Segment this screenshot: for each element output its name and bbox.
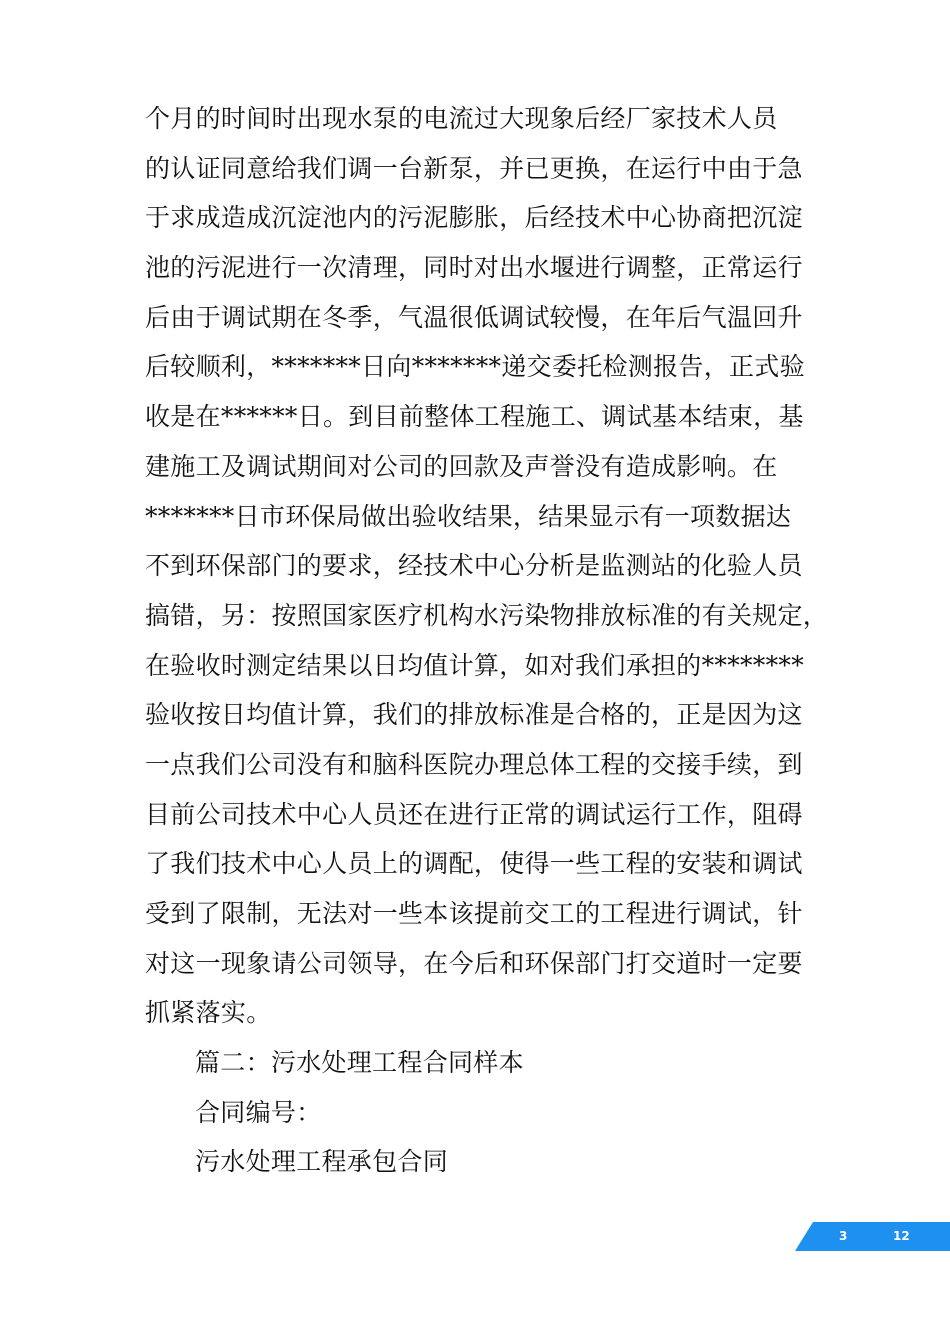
- paragraph-line-10: 不到环保部门的要求，经技术中心分析是监测站的化验人员: [145, 551, 803, 581]
- paragraph-line-19: 抓紧落实。: [145, 998, 272, 1028]
- page-badge-shape: [795, 1222, 950, 1251]
- paragraph-line-18: 对这一现象请公司领导，在今后和环保部门打交道时一定要: [145, 948, 803, 978]
- paragraph-line-2: 的认证同意给我们调一台新泵，并已更换，在运行中由于急: [145, 153, 803, 183]
- paragraph-line-5: 后由于调试期在冬季，气温很低调试较慢，在年后气温回升: [145, 302, 803, 332]
- paragraph-line-4: 池的污泥进行一次清理，同时对出水堰进行调整，正常运行: [145, 253, 803, 283]
- paragraph-line-15: 目前公司技术中心人员还在进行正常的调试运行工作，阻碍: [145, 799, 803, 829]
- contract-title: 污水处理工程承包合同: [195, 1147, 449, 1177]
- paragraph-line-6: 后较顺利，*******日向*******递交委托检测报告，正式验: [145, 352, 805, 382]
- paragraph-line-12: 在验收时测定结果以日均值计算，如对我们承担的********: [145, 650, 805, 680]
- paragraph-line-17: 受到了限制，无法对一些本该提前交工的工程进行调试，针: [145, 899, 803, 928]
- paragraph-line-9: *******日市环保局做出验收结果，结果显示有一项数据达: [145, 501, 792, 531]
- paragraph-line-8: 建施工及调试期间对公司的回款及声誉没有造成影响。在: [145, 451, 778, 481]
- page-number-badge: [795, 1222, 950, 1251]
- section-heading: 篇二：污水处理工程合同样本: [195, 1048, 524, 1078]
- paragraph-line-16: 了我们技术中心人员上的调配，使得一些工程的安装和调试: [145, 849, 803, 879]
- total-pages-number: 12: [893, 1229, 910, 1243]
- paragraph-line-14: 一点我们公司没有和脑科医院办理总体工程的交接手续，到: [145, 749, 803, 779]
- current-page-number: 3: [839, 1229, 848, 1243]
- paragraph-line-7: 收是在******日。到目前整体工程施工、调试基本结束，基: [145, 402, 804, 432]
- paragraph-line-13: 验收按日均值计算，我们的排放标准是合格的，正是因为这: [145, 700, 803, 730]
- paragraph-line-1: 个月的时间时出现水泵的电流过大现象后经厂家技术人员: [145, 104, 778, 133]
- paragraph-line-11: 搞错，另：按照国家医疗机构水污染物排放标准的有关规定，: [145, 600, 829, 630]
- contract-number-label: 合同编号：: [195, 1097, 322, 1127]
- document-body: [145, 94, 829, 1187]
- paragraph-line-3: 于求成造成沉淀池内的污泥膨胀，后经技术中心协商把沉淀: [145, 203, 803, 233]
